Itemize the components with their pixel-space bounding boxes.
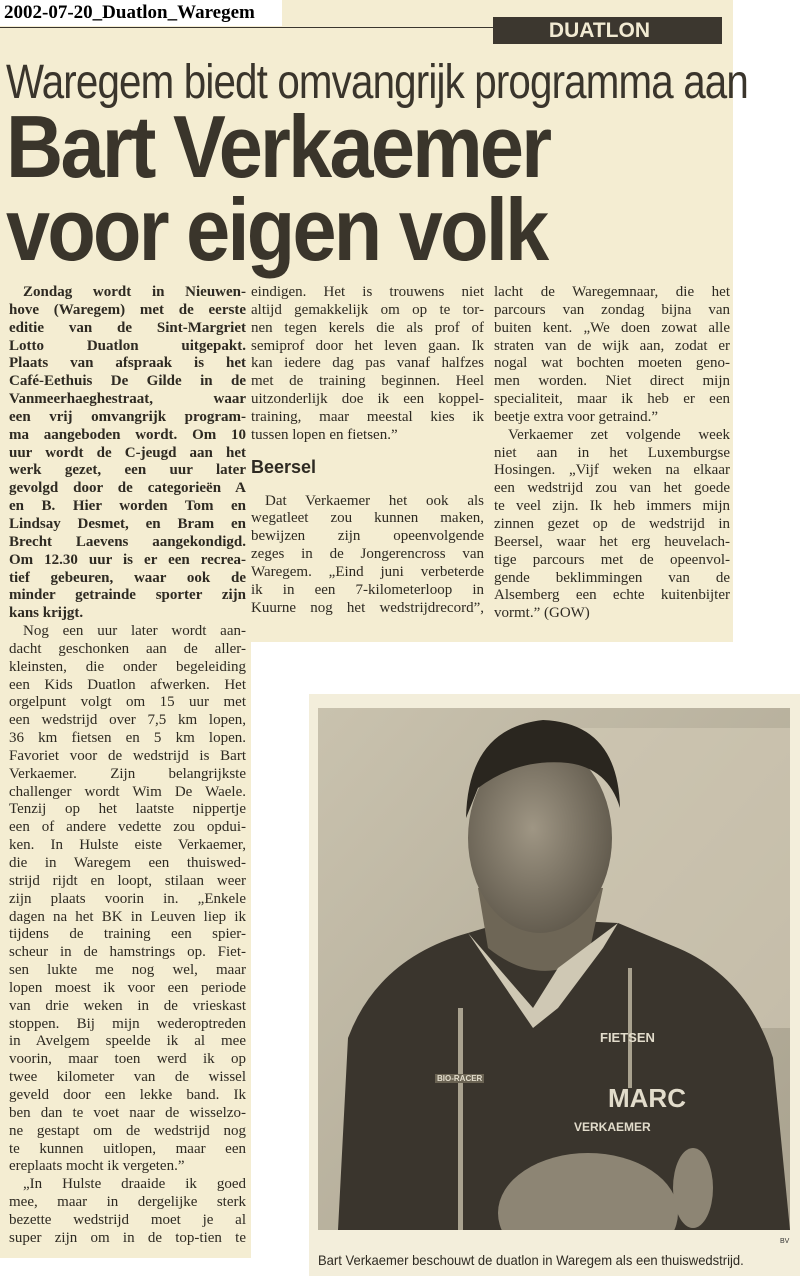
text-line: die in Waregem een thuiswed- bbox=[9, 855, 246, 871]
text-line: tige parcours met de opeenvol- bbox=[494, 551, 730, 568]
headline-line-2: voor eigen volk bbox=[6, 180, 547, 279]
article-column-3 bbox=[494, 284, 730, 623]
text-line: vormt.” (GOW) bbox=[494, 605, 590, 622]
text-line: geveld door een lekke band. Ik bbox=[9, 1086, 246, 1103]
text-line: editie van de Sint-Margriet bbox=[9, 319, 246, 336]
text-line: tief gebeuren, waar ook de bbox=[9, 569, 246, 586]
text-line: super zijn om in de top-tien te bbox=[9, 1229, 246, 1246]
file-label: 2002-07-20_Duatlon_Waregem bbox=[0, 0, 282, 26]
text-line: tussen lopen en fietsen.” bbox=[251, 426, 398, 443]
text-line: een of andere vedette zou opdui- bbox=[9, 819, 246, 836]
text-line: semiprof door het leven gaan. Ik bbox=[251, 337, 484, 354]
text-line: specialiteit, maar ik heb er een bbox=[494, 391, 730, 408]
text-line: Hosingen. „Vijf weken na elkaar bbox=[494, 462, 730, 479]
text-line: challenger wordt Wim De Waele. bbox=[9, 783, 246, 800]
text-line: hove (Waregem) met de eerste bbox=[9, 301, 246, 318]
photo-credit: BV bbox=[780, 1238, 790, 1245]
text-line: kan iedere dag pas vanaf halfzes bbox=[251, 355, 484, 372]
text-line: een Kids Duatlon afwerken. Het bbox=[9, 676, 246, 693]
text-line: ik in een 7-kilometerloop in bbox=[251, 581, 484, 598]
text-line: een wedstrijd zou van het goede bbox=[494, 480, 730, 497]
text-line: Vanmeerhaeghestraat, waar bbox=[9, 391, 246, 408]
text-line: kleinsten, die onder begeleiding bbox=[9, 658, 246, 675]
text-line: voorin, maar toen werd ik op bbox=[9, 1051, 246, 1068]
paragraph bbox=[9, 623, 246, 1176]
text-line: Brecht Laevens aangekondigd. bbox=[9, 533, 246, 550]
text-line: zeges in de Jongerencross van bbox=[251, 546, 484, 563]
text-line: werk gezet, een uur later bbox=[9, 462, 246, 479]
text-line: lopen moest ik voor een periode bbox=[9, 979, 246, 996]
paragraph bbox=[251, 493, 484, 618]
text-line: nen tegen kerels die als prof of bbox=[251, 319, 484, 336]
text-line: van drie weken in de vrieskast bbox=[9, 997, 246, 1014]
text-line: zijn plaats voorin in. „Enkele bbox=[9, 890, 246, 907]
text-line: te veel zijn. Ik heb immers mijn bbox=[494, 498, 730, 515]
shirt-text-marc: MARC bbox=[608, 1083, 686, 1113]
text-line: Verkaemer zet volgende week bbox=[508, 426, 730, 443]
text-line: orgelpunt volgt om 15 uur met bbox=[9, 694, 246, 711]
text-line: twee kilometer van de wissel bbox=[9, 1069, 246, 1086]
text-line: wegatleet zou kunnen maken, bbox=[251, 510, 484, 527]
text-line: sen lukte me nog wel, maar bbox=[9, 962, 246, 979]
text-line: stoppen. Bij mijn wederoptreden bbox=[9, 1015, 246, 1032]
text-line: Waregem. „Eind juni verbeterde bbox=[251, 563, 484, 580]
text-line: beetje extra voor getraind.” bbox=[494, 408, 659, 425]
headline-line-1: Bart Verkaemer bbox=[6, 97, 550, 196]
text-line: Om 12.30 uur is er een recrea- bbox=[9, 551, 246, 568]
text-line: buiten kent. „We doen zowat alle bbox=[494, 319, 730, 336]
text-line: uitzonderlijk doe ik een koppel- bbox=[251, 391, 484, 408]
text-line: te kunnen uitlopen, maar een bbox=[9, 1140, 246, 1157]
text-line: Lindsay Desmet, en Bram en bbox=[9, 515, 246, 532]
text-line: ereplaats mocht ik vergeten.” bbox=[9, 1158, 185, 1175]
text-line: dacht geschonken aan de aller- bbox=[9, 640, 246, 657]
text-line: training, maar meestal kies ik bbox=[251, 408, 484, 425]
text-line: en B. Hier worden Tom en bbox=[9, 498, 246, 515]
text-line: straten van de wijk aan, zodat er bbox=[494, 337, 730, 354]
text-line: men worden. Niet direct mijn bbox=[494, 373, 730, 390]
shirt-text-sponsor: BIO-RACER bbox=[437, 1074, 483, 1083]
text-line: bewijzen zijn opeenvolgende bbox=[251, 528, 484, 545]
text-line: 36 km fietsen en 5 km lopen. bbox=[9, 730, 246, 747]
text-line: Favoriet voor de wedstrijd is Bart bbox=[9, 747, 246, 764]
kicker: Waregem biedt omvangrijk programma aan bbox=[6, 56, 748, 109]
text-line: niet aan in het Luxemburgse bbox=[494, 444, 730, 461]
text-line: nogal wat bochten moeten geno- bbox=[494, 355, 730, 372]
text-line: gevolgd door de categorieën A bbox=[9, 480, 246, 497]
paragraph bbox=[494, 427, 730, 623]
text-line: bezette wedstrijd moet je al bbox=[9, 1211, 246, 1228]
text-line: ma aangeboden wordt. Om 10 bbox=[9, 426, 246, 443]
text-line: kans krijgt. bbox=[9, 605, 84, 622]
subheading: Beersel bbox=[251, 456, 317, 477]
text-line: Plaats van afspraak is het bbox=[9, 355, 246, 372]
text-line: Kuurne nog het wedstrijdrecord”, bbox=[251, 599, 484, 616]
text-line: Beersel, waar het erg heuvelach- bbox=[494, 533, 730, 550]
text-line: Tenzij op het laatste nippertje bbox=[9, 801, 246, 818]
text-line: Café-Eethuis De Gilde in de bbox=[9, 373, 246, 390]
text-line: mee, maar in dergelijke sterk bbox=[9, 1194, 246, 1211]
article-column-2 bbox=[251, 284, 484, 618]
text-line: ken. In Hulste eiste Verkaemer, bbox=[9, 837, 246, 854]
paragraph bbox=[494, 284, 730, 427]
text-line: minder getrainde sporter zijn bbox=[9, 587, 246, 604]
text-line: scheur in de hamstrings op. Fiet- bbox=[9, 944, 246, 961]
article-column-1 bbox=[9, 284, 246, 1248]
athlete-photo bbox=[318, 708, 790, 1230]
text-line: met de training beginnen. Heel bbox=[251, 373, 484, 390]
text-line: eindigen. Het is trouwens niet bbox=[251, 284, 484, 300]
text-line: in Avelgem speelde ik al mee bbox=[9, 1033, 246, 1050]
text-line: gende beklimmingen van de bbox=[494, 569, 730, 586]
text-line: parcours van zondag bijna van bbox=[494, 301, 730, 318]
text-line: een wedstrijd over 7,5 km lopen, bbox=[9, 712, 246, 729]
text-line: tijdens de training een spier- bbox=[9, 926, 246, 943]
shirt-text-fietsen: FIETSEN bbox=[600, 1030, 655, 1045]
paragraph bbox=[9, 1176, 246, 1247]
text-line: ne gestapt om de wedstrijd nog bbox=[9, 1122, 246, 1139]
text-line: Alsemberg een echte kuitenbijter bbox=[494, 587, 730, 604]
text-line: Zondag wordt in Nieuwen- bbox=[23, 284, 246, 300]
text-line: Verkaemer. Zijn belangrijkste bbox=[9, 765, 246, 782]
text-line: dagen na het BK in Leuven liep ik bbox=[9, 908, 246, 925]
text-line: uur wordt de C-jeugd aan het bbox=[9, 444, 246, 461]
text-line: Nog een uur later wordt aan- bbox=[23, 623, 246, 640]
text-line: ben dan te voet naar de wisselzo- bbox=[9, 1104, 246, 1121]
section-tag: DUATLON bbox=[493, 17, 722, 44]
paragraph bbox=[251, 284, 484, 445]
text-line: altijd gemakkelijk om op te tor- bbox=[251, 301, 484, 318]
paragraph bbox=[9, 284, 246, 623]
text-line: een vrij omvangrijk program- bbox=[9, 408, 246, 425]
text-line: lacht de Waregemnaar, die het bbox=[494, 284, 730, 300]
text-line: Dat Verkaemer het ook als bbox=[265, 492, 484, 509]
text-line: Lotto Duatlon uitgepakt. bbox=[9, 337, 246, 354]
text-line: „In Hulste draaide ik goed bbox=[23, 1176, 246, 1193]
text-line: strijd rijdt en loopt, stilaan weer bbox=[9, 872, 246, 889]
text-line: zinnen gezet op de wedstrijd in bbox=[494, 515, 730, 532]
photo-caption: Bart Verkaemer beschouwt de duatlon in Waregem als een thuiswedstrijd. bbox=[318, 1252, 744, 1268]
shirt-text-verkaemer: VERKAEMER bbox=[574, 1120, 651, 1134]
